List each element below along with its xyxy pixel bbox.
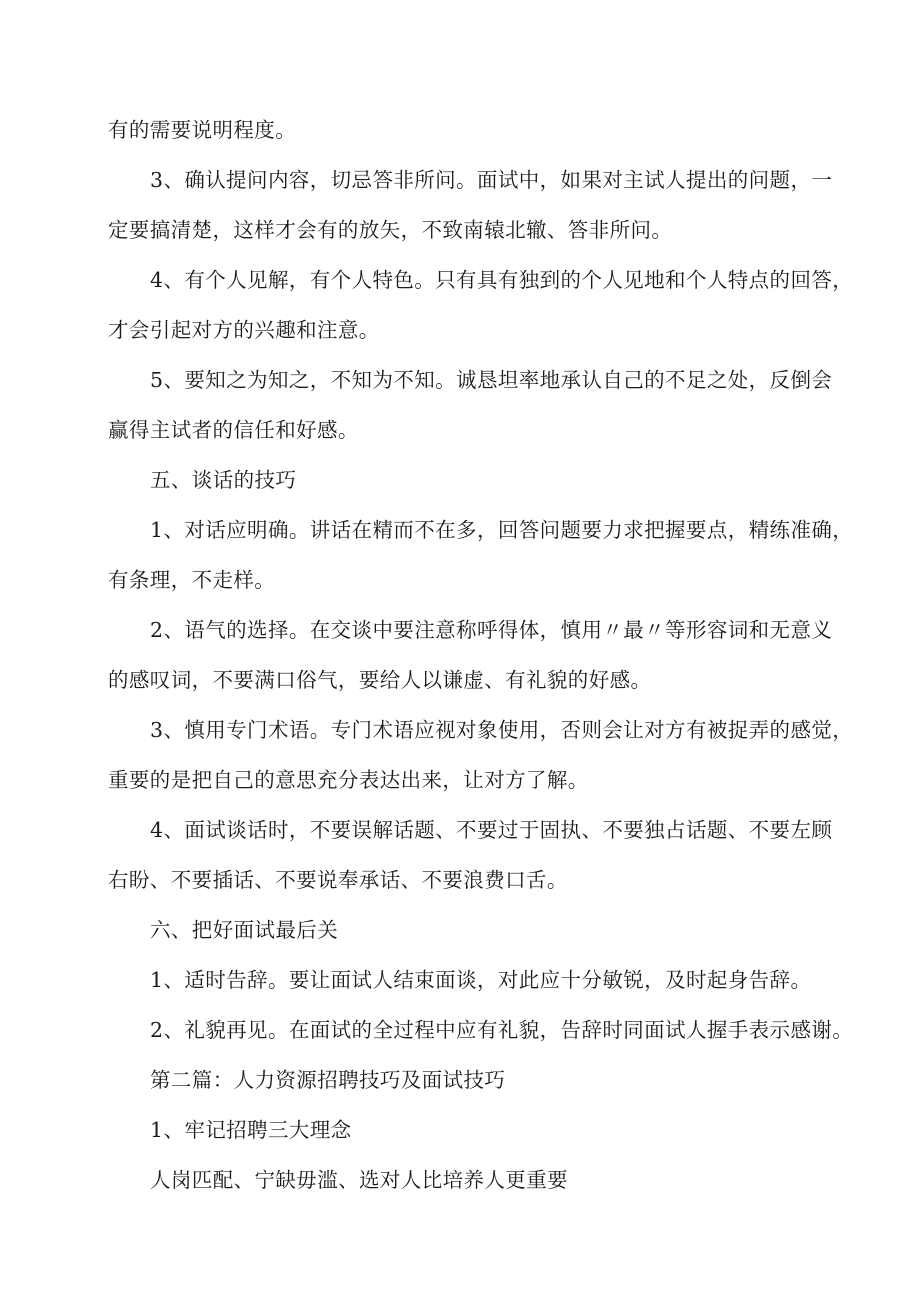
paragraph-line: 4、面试谈话时，不要误解话题、不要过于固执、不要独占话题、不要左顾	[150, 818, 833, 842]
paragraph-line: 赢得主试者的信任和好感。	[108, 418, 359, 442]
paragraph-line: 才会引起对方的兴趣和注意。	[108, 318, 380, 342]
paragraph-line: 有的需要说明程度。	[108, 118, 297, 142]
chapter-heading: 第二篇：人力资源招聘技巧及面试技巧	[150, 1068, 506, 1092]
paragraph-line: 定要搞清楚，这样才会有的放矢，不致南辕北辙、答非所问。	[108, 218, 673, 242]
paragraph-line: 3、确认提问内容，切忌答非所问。面试中，如果对主试人提出的问题，一	[150, 168, 833, 192]
paragraph-line: 右盼、不要插话、不要说奉承话、不要浪费口舌。	[108, 868, 568, 892]
paragraph-line: 有条理，不走样。	[108, 568, 276, 592]
subsection-heading: 1、牢记招聘三大理念	[150, 1118, 352, 1142]
paragraph-line: 1、适时告辞。要让面试人结束面谈，对此应十分敏锐，及时起身告辞。	[150, 968, 812, 992]
paragraph-line: 5、要知之为知之，不知为不知。诚恳坦率地承认自己的不足之处，反倒会	[150, 368, 833, 392]
paragraph-line: 重要的是把自己的意思充分表达出来，让对方了解。	[108, 768, 589, 792]
paragraph-line: 2、语气的选择。在交谈中要注意称呼得体，慎用〃最〃等形容词和无意义	[150, 618, 833, 642]
paragraph-line: 2、礼貌再见。在面试的全过程中应有礼貌，告辞时同面试人握手表示感谢。	[150, 1018, 854, 1042]
paragraph-line: 4、有个人见解，有个人特色。只有具有独到的个人见地和个人特点的回答，	[150, 268, 854, 292]
paragraph-line: 3、慎用专门术语。专门术语应视对象使用，否则会让对方有被捉弄的感觉，	[150, 718, 854, 742]
paragraph-line: 1、对话应明确。讲话在精而不在多，回答问题要力求把握要点，精练准确，	[150, 518, 854, 542]
paragraph-line: 的感叹词，不要满口俗气，要给人以谦虚、有礼貌的好感。	[108, 668, 652, 692]
section-heading: 六、把好面试最后关	[150, 918, 339, 942]
paragraph-line: 人岗匹配、宁缺毋滥、选对人比培养人更重要	[150, 1168, 568, 1192]
section-heading: 五、谈话的技巧	[150, 468, 297, 492]
